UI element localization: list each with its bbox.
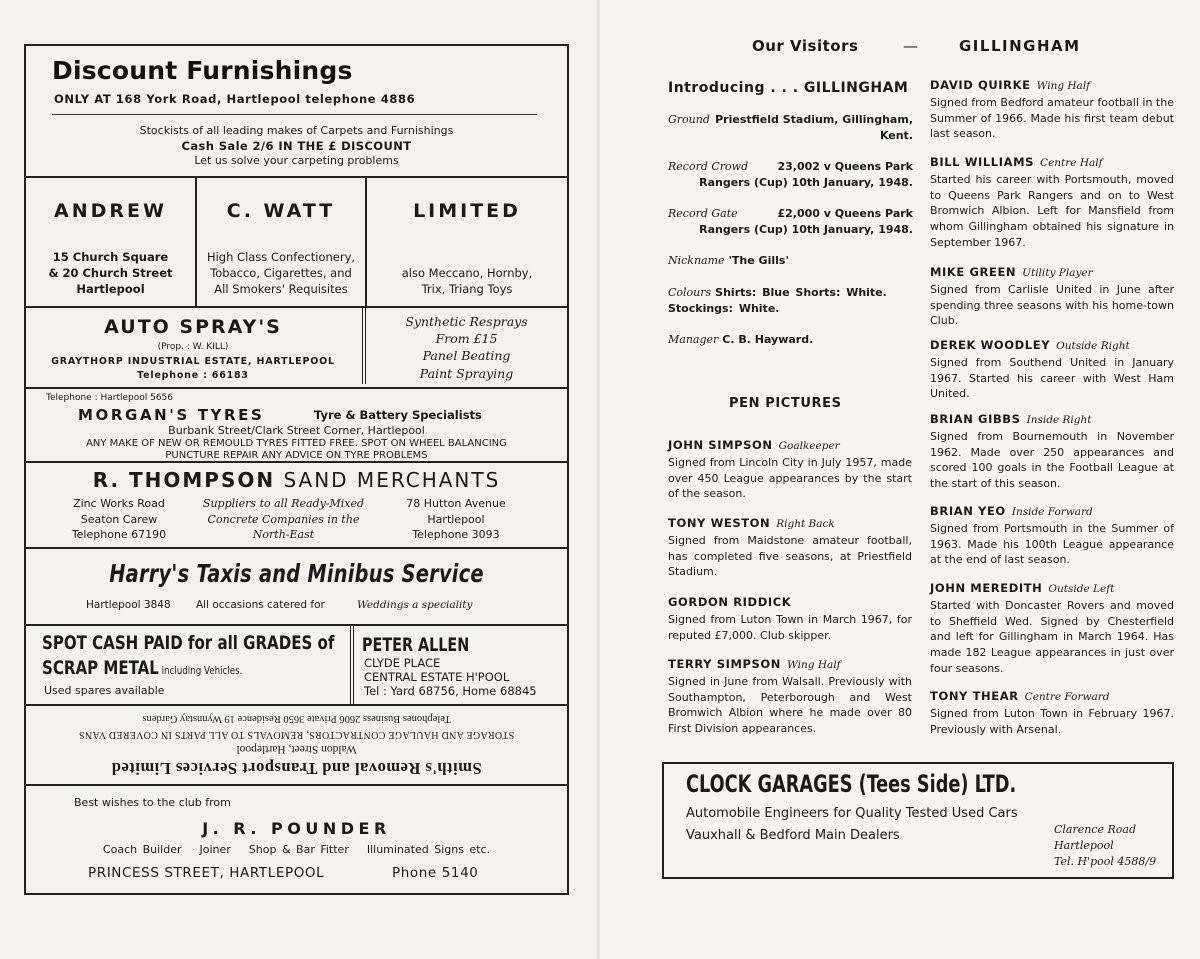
player-bio (930, 265, 1174, 329)
player-text: Signed from Luton Town in February 1967. Previously with Arsenal. (930, 706, 1174, 736)
fact-value: C. B. Hayward. (722, 333, 814, 346)
trade: Illuminated Signs etc. (366, 843, 491, 856)
smiths-address: Waldon Street, Hartlepool (236, 743, 357, 755)
ad-auto-spray (26, 308, 567, 389)
andrew-address (26, 249, 195, 297)
player-text: Signed from Bedford amateur football in the Summer of 1966. Made his first team debut last season. (930, 95, 1174, 141)
thompson-title (26, 468, 567, 492)
peter-allen-name: PETER ALLEN (362, 634, 470, 656)
scrap-big: SCRAP METAL (42, 657, 159, 679)
smiths-upside-down (26, 706, 567, 784)
thompson-line: Concrete Companies in the (207, 512, 360, 526)
clock-address: Hartlepool (1054, 839, 1114, 852)
player-position: Outside Right (1056, 340, 1130, 352)
thompson-line: North-East (252, 528, 315, 541)
player-name: DAVID QUIRKE (930, 78, 1031, 92)
player-bio (930, 504, 1174, 568)
fact-label: Nickname (668, 254, 725, 267)
limited-title: LIMITED (413, 200, 521, 222)
thompson-line: Telephone 67190 (71, 528, 167, 541)
clock-address: Clarence Road (1054, 823, 1137, 836)
andrew-cell (26, 178, 197, 306)
player-bio (668, 595, 912, 643)
player-position: Inside Right (1026, 414, 1092, 426)
player-text: Signed from Luton Town in March 1967, for reputed £7,000. Club skipper. (668, 612, 912, 642)
watt-line: Tobacco, Cigarettes, and (210, 266, 352, 280)
player-position: Utility Player (1022, 267, 1093, 279)
player-bio (930, 78, 1174, 142)
morgans-line: PUNCTURE REPAIR ANY ADVICE ON TYRE PROBLEMS (165, 450, 428, 461)
morgans-line: ANY MAKE OF NEW OR REMOULD TYRES FITTED FREE. SPOT ON WHEEL BALANCING (86, 438, 507, 449)
player-name: BRIAN YEO (930, 504, 1006, 518)
harrys-occasions: All occasions catered for (196, 599, 325, 611)
thompson-line: 78 Hutton Avenue (406, 497, 506, 510)
watt-text (197, 249, 365, 297)
player-text: Started his career with Portsmouth, moved to Queens Park Rangers and on to West Bromwich Albion. Left for Mansfield from whom Gillingham obtained his signature in September 1967. (930, 172, 1174, 249)
smiths-tel: Telephones Business 2606 Private 3650 Residence 19 Wynnstay Gardens (142, 713, 451, 724)
ad-harrys-taxis (26, 549, 567, 626)
pounder-best: Best wishes to the club from (74, 796, 231, 809)
morgans-title: MORGAN'S TYRES (78, 406, 265, 424)
fact-colours (668, 285, 913, 317)
pen-pictures-title: PEN PICTURES (729, 396, 842, 411)
ad-smiths-removal (26, 706, 567, 786)
discount-line: Stockists of all leading makes of Carpets and Furnishings (139, 124, 454, 137)
player-position: Goalkeeper (778, 440, 840, 452)
address-line: Hartlepool (76, 282, 145, 296)
scrap-line: SPOT CASH PAID for all GRADES of (42, 632, 335, 654)
player-name: TONY THEAR (930, 689, 1019, 703)
player-name: TERRY SIMPSON (668, 657, 782, 671)
pounder-phone: Phone 5140 (392, 865, 479, 881)
thompson-line: Seaton Carew (80, 512, 158, 526)
player-text: Started with Doncaster Rovers and moved to Sheffield Wed. Signed by Chesterfield and left for Gillingham in March 1964. Has made 182 League appearances in just over four seasons. (930, 598, 1174, 675)
peter-allen-block (350, 626, 567, 704)
limited-cell (367, 178, 567, 306)
trade: Shop & Bar Fitter (248, 843, 349, 856)
auto-spray-prop: (Prop. : W. KILL) (157, 342, 229, 352)
player-text: Signed from Lincoln City in July 1957, made over 450 League appearances by the start of the season. (668, 455, 912, 501)
header-our-visitors: Our Visitors (752, 37, 859, 55)
ad-clock-garages (662, 762, 1174, 879)
harrys-weddings: Weddings a speciality (357, 599, 473, 611)
service-line: Paint Spraying (419, 366, 514, 381)
player-text: Signed from Portsmouth in the Summer of 1963. Made his 100th League appearance at the end of last season. (930, 521, 1174, 567)
discount-line: Let us solve your carpeting problems (194, 154, 399, 167)
player-name: BRIAN GIBBS (930, 412, 1021, 426)
ad-thompson (26, 463, 567, 549)
address-line: & 20 Church Street (48, 266, 173, 280)
ad-morgans-tyres (26, 389, 567, 463)
harrys-phone: Hartlepool 3848 (86, 599, 171, 611)
player-bio (930, 581, 1174, 677)
address-line: 15 Church Square (52, 250, 169, 264)
smiths-line: STORAGE AND HAULAGE CONTRACTORS, REMOVALS TO ALL PARTS IN COVERED VANS (78, 729, 515, 740)
thompson-line: Telephone 3093 (412, 528, 500, 541)
trade: Joiner (199, 843, 231, 856)
fact-ground (668, 112, 913, 144)
player-name: MIKE GREEN (930, 265, 1017, 279)
watt-line: All Smokers' Requisites (214, 282, 348, 296)
service-line: Panel Beating (422, 348, 511, 363)
limited-line: Trix, Triang Toys (421, 282, 513, 296)
clock-line: Vauxhall & Bedford Main Dealers (686, 828, 900, 843)
service-line: From £15 (435, 331, 498, 346)
player-bio (668, 657, 912, 737)
watt-title: C. WATT (226, 200, 336, 222)
scrap-block (26, 626, 348, 704)
player-position: Wing Half (787, 659, 841, 671)
thompson-mid (196, 496, 371, 543)
player-text: Signed from Southend United in January 1967. Started his career with West Ham United. (930, 355, 1174, 401)
ad-scrap-metal (26, 626, 567, 706)
player-position: Wing Half (1036, 80, 1091, 92)
player-bio (668, 438, 912, 502)
andrew-title: ANDREW (54, 200, 167, 222)
ad-andrew-watt (26, 178, 567, 308)
fact-label: Record Crowd (668, 160, 749, 173)
peter-allen-line: Tel : Yard 68756, Home 68845 (364, 684, 537, 698)
scrap-small: including Vehicles. (158, 664, 243, 677)
discount-title: Discount Furnishings (52, 56, 353, 85)
player-text: Signed from Maidstone amateur football, has completed five seasons, at Priestfield Stadium. (668, 533, 912, 579)
thompson-line: Hartlepool (427, 512, 485, 526)
thompson-left (54, 496, 184, 543)
smiths-title: Smith's Removal and Transport Services Limited (111, 759, 482, 778)
fact-label: Manager (668, 333, 719, 346)
intro-title: Introducing . . . GILLINGHAM (668, 80, 909, 96)
player-name: JOHN MEREDITH (930, 581, 1043, 595)
auto-spray-title: AUTO SPRAY'S (104, 316, 282, 338)
player-text: Signed in June from Walsall. Previously with Southampton, Peterborough and West Bromwich Albion where he made over 80 First Division appearances. (668, 674, 912, 736)
thompson-title-bold: R. THOMPSON (92, 468, 276, 492)
scrap-used: Used spares available (44, 684, 165, 697)
watt-line: High Class Confectionery, (206, 250, 356, 264)
trade: Coach Builder (102, 843, 182, 856)
player-position: Right Back (776, 518, 835, 530)
discount-line: Cash Sale 2/6 IN THE £ DISCOUNT (181, 139, 412, 153)
fact-value: £2,000 v Queens Park Rangers (Cup) 10th January, 1948. (699, 207, 913, 236)
fact-record-gate (668, 206, 913, 238)
header-team: GILLINGHAM (959, 37, 1081, 55)
clock-line: Automobile Engineers for Quality Tested Used Cars (686, 806, 1018, 821)
divider (52, 114, 537, 115)
player-bio (930, 412, 1174, 492)
player-bio (930, 155, 1174, 251)
auto-spray-services (362, 308, 567, 384)
pounder-trades (26, 843, 567, 856)
player-position: Centre Half (1040, 157, 1103, 169)
fact-value: 'The Gills' (728, 254, 789, 267)
fact-nickname (668, 253, 913, 269)
ad-pounder (26, 786, 567, 893)
limited-text (367, 265, 567, 297)
clock-title: CLOCK GARAGES (Tees Side) LTD. (686, 770, 1017, 798)
fact-record-crowd (668, 159, 913, 191)
thompson-title-rest: SAND MERCHANTS (275, 468, 501, 492)
fact-label: Record Gate (668, 207, 738, 220)
fact-value: Shirts: Blue Shorts: White. Stockings: White. (668, 286, 887, 315)
fact-label: Colours (668, 286, 712, 299)
harrys-title: Harry's Taxis and Minibus Service (109, 559, 484, 588)
player-text: Signed from Bournemouth in November 1962. Made over 250 appearances and scored 100 goals in the Football League at the start of this season. (930, 429, 1174, 491)
peter-allen-line: CENTRAL ESTATE H'POOL (364, 670, 510, 684)
thompson-line: Zinc Works Road (73, 497, 165, 510)
limited-line: also Meccano, Hornby, (401, 266, 533, 280)
player-name: TONY WESTON (668, 516, 771, 530)
player-bio (930, 338, 1174, 402)
auto-spray-telephone: Telephone : 66183 (137, 370, 249, 381)
player-name: JOHN SIMPSON (668, 438, 773, 452)
advert-frame (24, 44, 569, 895)
fact-value: Priestfield Stadium, Gillingham, Kent. (715, 113, 913, 142)
morgans-specialists: Tyre & Battery Specialists (314, 408, 482, 422)
pounder-title: J. R. POUNDER (202, 819, 391, 838)
player-text: Signed from Carlisle United in June after spending three seasons with his home-town Club. (930, 282, 1174, 328)
player-position: Inside Forward (1011, 506, 1093, 518)
header-dash: — (903, 37, 919, 55)
player-position: Centre Forward (1024, 691, 1110, 703)
morgans-telephone: Telephone : Hartlepool 5656 (46, 393, 174, 403)
watt-cell (197, 178, 367, 306)
player-bio (930, 689, 1174, 737)
fact-value: 23,002 v Queens Park Rangers (Cup) 10th January, 1948. (699, 160, 913, 189)
discount-subtitle: ONLY AT 168 York Road, Hartlepool telephone 4886 (54, 92, 416, 106)
fact-label: Ground (668, 113, 710, 126)
player-name: DEREK WOODLEY (930, 338, 1051, 352)
thompson-right (386, 496, 526, 543)
player-name: BILL WILLIAMS (930, 155, 1035, 169)
thompson-line: Suppliers to all Ready-Mixed (202, 497, 365, 510)
peter-allen-line: CLYDE PLACE (364, 656, 441, 670)
clock-address: Tel. H'pool 4588/9 (1054, 855, 1157, 868)
player-position: Outside Left (1048, 583, 1115, 595)
pounder-address: PRINCESS STREET, HARTLEPOOL (88, 865, 325, 881)
scrap-line (42, 657, 242, 679)
player-bio (668, 516, 912, 580)
service-line: Synthetic Resprays (405, 314, 528, 329)
morgans-address: Burbank Street/Clark Street Corner, Hartlepool (168, 424, 425, 437)
auto-spray-address: GRAYTHORP INDUSTRIAL ESTATE, HARTLEPOOL (51, 356, 335, 367)
player-name: GORDON RIDDICK (668, 595, 792, 609)
fact-manager (668, 332, 913, 348)
ad-discount-furnishings (26, 46, 567, 178)
